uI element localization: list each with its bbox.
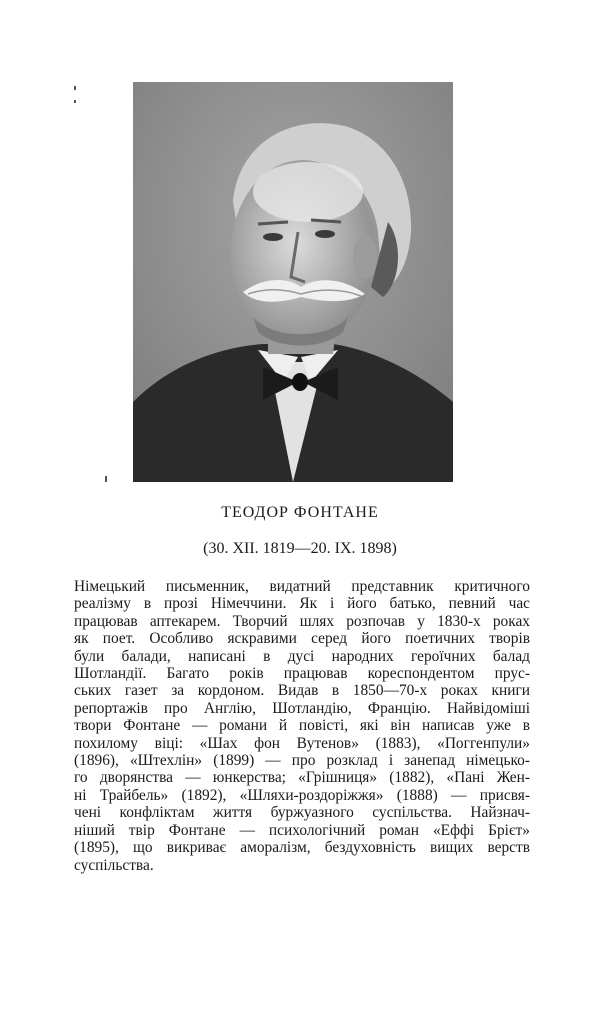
bio-line: Шотландії. Багато років працював кореспондентом прус-	[74, 665, 530, 683]
bio-line: похилому віці: «Шах фон Вутенов» (1883), «Поггенпули»	[74, 734, 530, 752]
bio-line: чені конфліктам життя буржуазного суспільства. Найзнач-	[74, 804, 530, 822]
margin-mark-top	[74, 86, 76, 90]
bio-line: Німецький письменник, видатний представник критичного	[74, 578, 530, 595]
bio-line: реалізму в прозі Німеччини. Як і його батько, певний час	[74, 595, 530, 613]
bio-line: працював аптекарем. Творчий шлях розпочав у 1830-х роках	[74, 612, 530, 630]
bio-line: (1896), «Штехлін» (1899) — про розклад і занепад німецько-	[74, 752, 530, 770]
bio-line: суспільства.	[74, 856, 154, 874]
life-dates: (30. XII. 1819—20. IX. 1898)	[203, 540, 397, 557]
bio-line: твори Фонтане — романи й повісті, які він написав уже в	[74, 717, 530, 735]
bio-line: ніший твір Фонтане — психологічний роман «Еффі Брієт»	[74, 821, 530, 839]
biography-paragraph	[74, 578, 530, 874]
bio-line: репортажів про Англію, Шотландію, Францію. Найвідоміші	[74, 699, 530, 717]
bio-line: ні Трайбель» (1892), «Шляхи-роздоріжжя» (1888) — присвя-	[74, 786, 530, 804]
margin-mark-lower	[105, 476, 107, 482]
bio-line: як поет. Особливо яскравими серед його поетичних творів	[74, 630, 530, 648]
person-name: ТЕОДОР ФОНТАНЕ	[221, 504, 379, 521]
bio-line: (1895), що викриває аморалізм, бездуховність вищих верств	[74, 839, 530, 857]
bio-line: го дворянства — юнкерства; «Грішниця» (1882), «Пані Жен-	[74, 769, 530, 787]
portrait-photo	[133, 82, 453, 482]
bio-line: ських газет за кордоном. Видав в 1850—70-х роках книги	[74, 682, 530, 700]
bio-line: були балади, написані в дусі народних героїчних балад	[74, 647, 530, 665]
margin-mark-upper	[74, 100, 76, 103]
